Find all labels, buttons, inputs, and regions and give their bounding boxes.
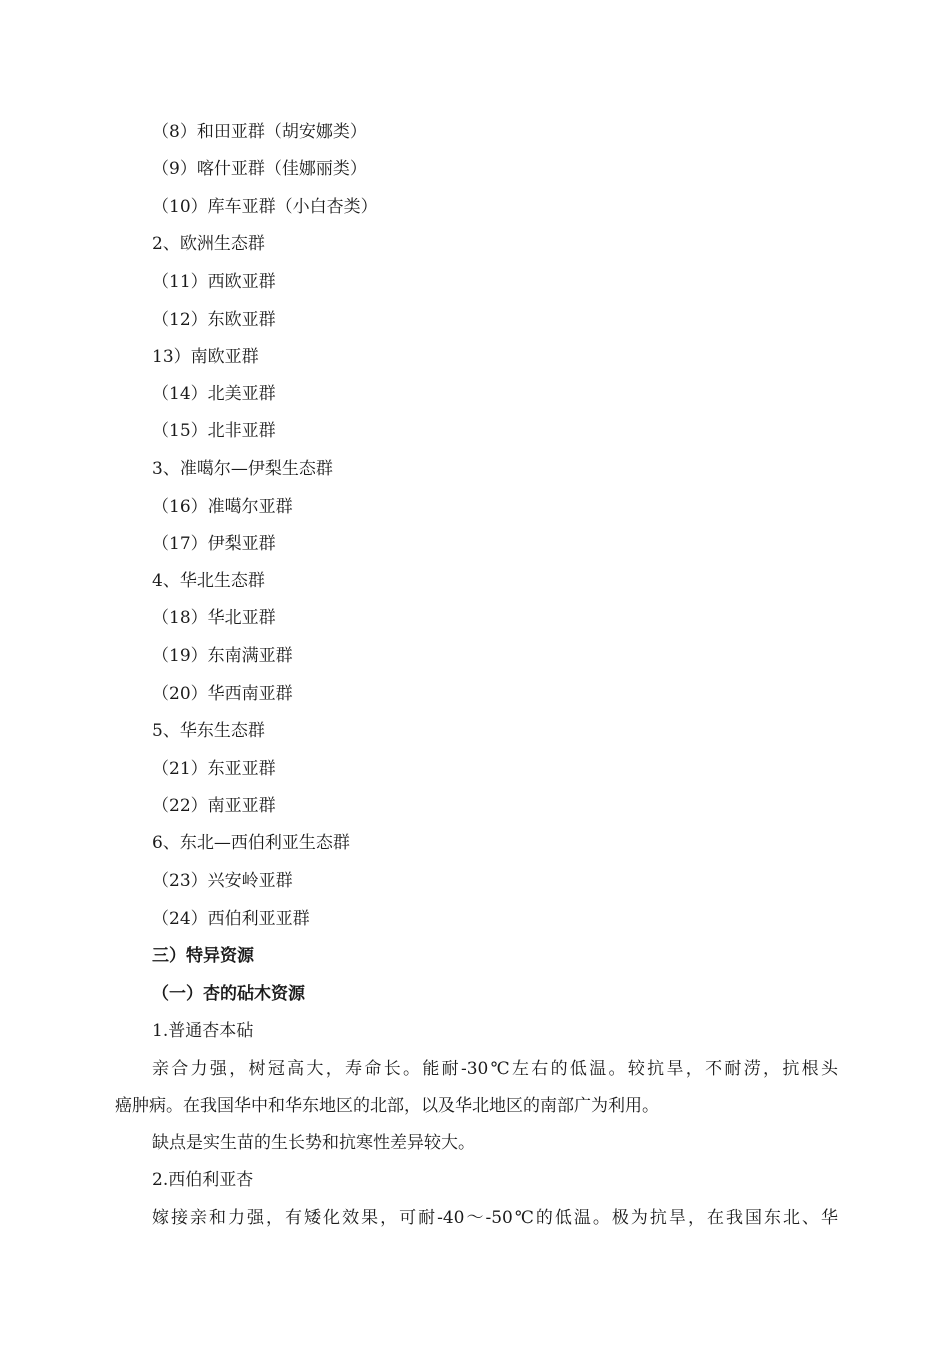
list-item: （9）喀什亚群（佳娜丽类） (152, 159, 367, 179)
paragraph-line: 亲合力强，树冠高大，寿命长。能耐-30℃左右的低温。较抗旱，不耐涝，抗根头 (152, 1059, 838, 1079)
list-item: （10）库车亚群（小白杏类） (152, 197, 378, 217)
list-item: （14）北美亚群 (152, 384, 276, 404)
paragraph-line: 嫁接亲和力强，有矮化效果，可耐-40～-50℃的低温。极为抗旱，在我国东北、华 (152, 1208, 838, 1228)
list-item: 13）南欧亚群 (152, 347, 259, 367)
list-item: （24）西伯利亚亚群 (152, 909, 310, 929)
group-heading: 2、欧洲生态群 (152, 234, 265, 254)
group-heading: 5、华东生态群 (152, 721, 265, 741)
paragraph-line: 癌肿病。在我国华中和华东地区的北部，以及华北地区的南部广为利用。 (115, 1096, 659, 1116)
group-heading: 3、准噶尔—伊梨生态群 (152, 459, 333, 479)
list-item: （11）西欧亚群 (152, 272, 276, 292)
list-item: （20）华西南亚群 (152, 684, 293, 704)
list-item: （19）东南满亚群 (152, 646, 293, 666)
item-title: 1.普通杏本砧 (152, 1021, 254, 1041)
list-item: （23）兴安岭亚群 (152, 871, 293, 891)
list-item: （12）东欧亚群 (152, 310, 276, 330)
item-title: 2.西伯利亚杏 (152, 1170, 254, 1190)
list-item: （18）华北亚群 (152, 608, 276, 628)
list-item: （8）和田亚群（胡安娜类） (152, 122, 367, 142)
paragraph: 缺点是实生苗的生长势和抗寒性差异较大。 (152, 1133, 475, 1153)
list-item: （15）北非亚群 (152, 421, 276, 441)
group-heading: 4、华北生态群 (152, 571, 265, 591)
section-heading: 三）特异资源 (152, 946, 254, 966)
group-heading: 6、东北—西伯利亚生态群 (152, 833, 350, 853)
list-item: （16）准噶尔亚群 (152, 497, 293, 517)
subsection-heading: （一）杏的砧木资源 (152, 984, 305, 1004)
list-item: （21）东亚亚群 (152, 759, 276, 779)
list-item: （17）伊梨亚群 (152, 534, 276, 554)
list-item: （22）南亚亚群 (152, 796, 276, 816)
